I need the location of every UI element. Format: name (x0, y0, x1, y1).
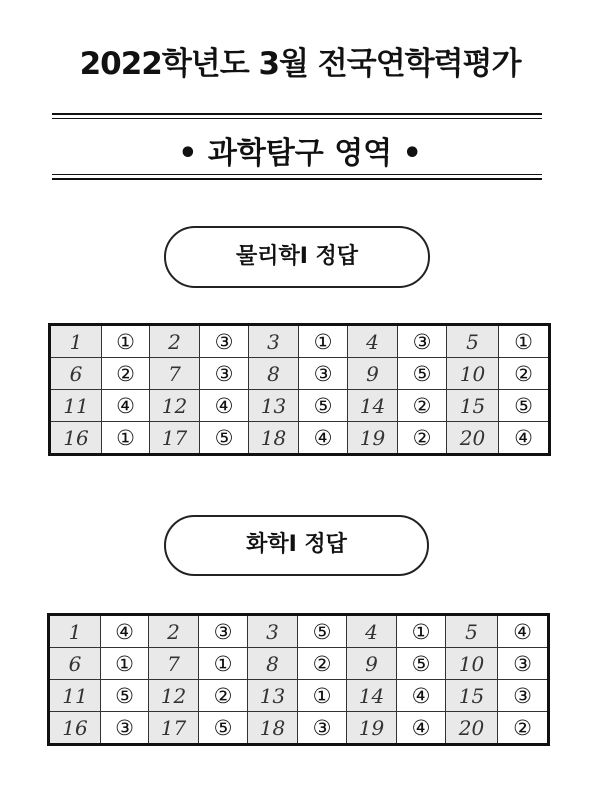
table-row (50, 358, 550, 390)
question-number: 18 (249, 422, 299, 455)
answer-choice: ② (498, 712, 549, 745)
answer-choice: ① (102, 422, 150, 455)
answer-choice: ④ (397, 680, 446, 712)
answer-choice: ② (199, 680, 248, 712)
question-number: 12 (150, 390, 200, 422)
subject-heading: • 과학탐구 영역 • (178, 136, 422, 171)
table-row (49, 648, 549, 680)
answer-choice: ③ (498, 680, 549, 712)
question-number: 17 (149, 712, 199, 745)
answer-choice: ① (101, 648, 149, 680)
answer-choice: ④ (299, 422, 348, 455)
answer-choice: ⑤ (499, 390, 550, 422)
answer-table-physics-body (50, 325, 550, 455)
table-row (49, 615, 549, 648)
answer-choice: ⑤ (101, 680, 149, 712)
question-number: 20 (447, 422, 499, 455)
question-number: 9 (348, 358, 398, 390)
question-number: 20 (446, 712, 498, 745)
question-number: 6 (49, 648, 101, 680)
answer-choice: ② (298, 648, 347, 680)
question-number: 1 (50, 325, 102, 358)
page-title: 2022학년도 3월 전국연학력평가 (79, 46, 521, 82)
question-number: 17 (150, 422, 200, 455)
answer-choice: ① (499, 325, 550, 358)
question-number: 3 (249, 325, 299, 358)
answer-choice: ④ (397, 712, 446, 745)
table-row (50, 422, 550, 455)
question-number: 4 (347, 615, 397, 648)
answer-choice: ① (298, 680, 347, 712)
question-number: 12 (149, 680, 199, 712)
answer-choice: ⑤ (397, 648, 446, 680)
question-number: 14 (348, 390, 398, 422)
question-number: 1 (49, 615, 101, 648)
top-rule-thin (52, 118, 542, 119)
answer-choice: ③ (101, 712, 149, 745)
answer-choice: ④ (102, 390, 150, 422)
answer-choice: ③ (299, 358, 348, 390)
answer-table-physics (48, 323, 551, 456)
section-label-chemistry: 화학Ⅰ 정답 (164, 515, 429, 576)
answer-choice: ① (199, 648, 248, 680)
answer-choice: ① (102, 325, 150, 358)
answer-choice: ⑤ (398, 358, 447, 390)
question-number: 2 (150, 325, 200, 358)
table-row (50, 325, 550, 358)
question-number: 19 (347, 712, 397, 745)
question-number: 10 (447, 358, 499, 390)
question-number: 5 (447, 325, 499, 358)
bottom-rule-thick (52, 178, 542, 180)
question-number: 15 (447, 390, 499, 422)
answer-choice: ④ (499, 422, 550, 455)
answer-choice: ② (102, 358, 150, 390)
question-number: 3 (248, 615, 298, 648)
answer-choice: ③ (200, 325, 249, 358)
top-rule-thick (52, 113, 542, 115)
answer-choice: ② (499, 358, 550, 390)
answer-choice: ③ (498, 648, 549, 680)
answer-choice: ③ (298, 712, 347, 745)
answer-table-chemistry (47, 613, 550, 746)
answer-choice: ⑤ (200, 422, 249, 455)
question-number: 13 (248, 680, 298, 712)
question-number: 10 (446, 648, 498, 680)
question-number: 9 (347, 648, 397, 680)
question-number: 14 (347, 680, 397, 712)
question-number: 4 (348, 325, 398, 358)
question-number: 16 (49, 712, 101, 745)
bottom-rule-thin (52, 174, 542, 175)
question-number: 7 (150, 358, 200, 390)
question-number: 13 (249, 390, 299, 422)
answer-choice: ④ (498, 615, 549, 648)
section-label-physics: 물리학Ⅰ 정답 (164, 226, 430, 288)
answer-choice: ② (398, 390, 447, 422)
answer-choice: ① (397, 615, 446, 648)
question-number: 8 (248, 648, 298, 680)
answer-choice: ⑤ (299, 390, 348, 422)
answer-choice: ① (299, 325, 348, 358)
answer-choice: ③ (200, 358, 249, 390)
question-number: 11 (49, 680, 101, 712)
answer-table-chemistry-body (49, 615, 549, 745)
answer-choice: ③ (199, 615, 248, 648)
answer-choice: ③ (398, 325, 447, 358)
question-number: 16 (50, 422, 102, 455)
question-number: 11 (50, 390, 102, 422)
table-row (49, 712, 549, 745)
question-number: 18 (248, 712, 298, 745)
answer-choice: ② (398, 422, 447, 455)
answer-choice: ⑤ (199, 712, 248, 745)
question-number: 5 (446, 615, 498, 648)
question-number: 15 (446, 680, 498, 712)
answer-choice: ⑤ (298, 615, 347, 648)
question-number: 6 (50, 358, 102, 390)
answer-choice: ④ (200, 390, 249, 422)
table-row (50, 390, 550, 422)
table-row (49, 680, 549, 712)
question-number: 19 (348, 422, 398, 455)
question-number: 7 (149, 648, 199, 680)
question-number: 2 (149, 615, 199, 648)
question-number: 8 (249, 358, 299, 390)
answer-choice: ④ (101, 615, 149, 648)
